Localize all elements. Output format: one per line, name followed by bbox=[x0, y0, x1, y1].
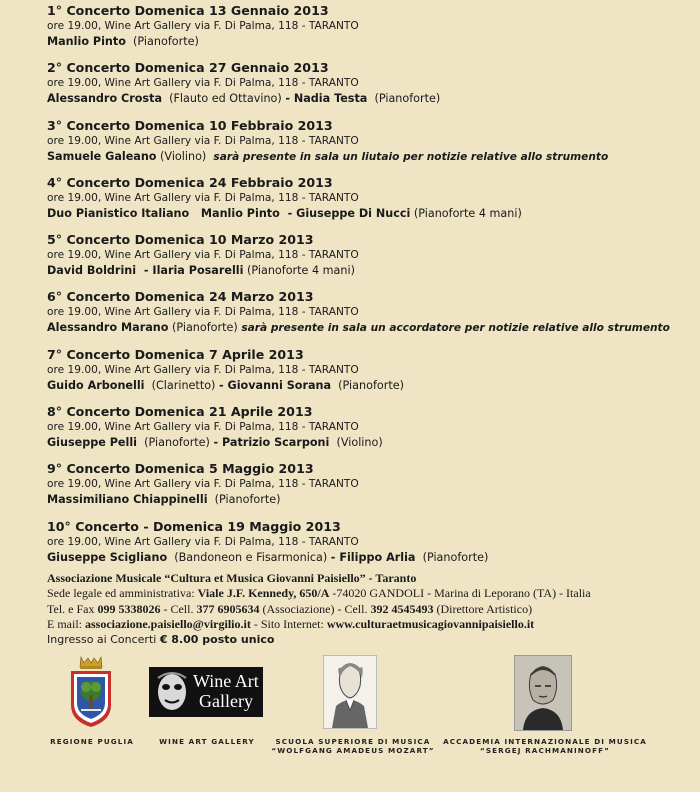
concert-performers bbox=[47, 550, 687, 566]
regione-puglia-caption: REGIONE PUGLIA bbox=[50, 737, 134, 746]
concert-entry bbox=[47, 460, 687, 517]
performer-name: David Boldrini - Ilaria Posarelli bbox=[47, 264, 244, 278]
concert-entry bbox=[47, 403, 687, 460]
website-link[interactable]: www.culturaetmusicagiovannipaisiello.it bbox=[326, 616, 535, 631]
concert-title: 6° Concerto Domenica 24 Marzo 2013 bbox=[47, 289, 314, 305]
concert-performers bbox=[47, 206, 687, 222]
concert-performers bbox=[47, 263, 687, 279]
instrument-label: (Pianoforte) bbox=[168, 321, 242, 335]
instrument-label: (Violino) bbox=[156, 149, 214, 163]
portrait-icon bbox=[515, 656, 571, 730]
instrument-label: (Pianoforte) bbox=[137, 436, 214, 450]
instrument-label: (Pianoforte 4 mani) bbox=[410, 206, 522, 220]
email-link[interactable]: associazione.paisiello@virgilio.it bbox=[85, 616, 251, 631]
performer-name: Duo Pianistico Italiano Manlio Pinto - Giuseppe Di Nucci bbox=[47, 206, 411, 220]
concert-venue: ore 19.00, Wine Art Gallery via F. Di Palma, 118 - TARANTO bbox=[47, 77, 359, 90]
concert-list bbox=[47, 2, 687, 575]
performer-name: - Nadia Testa bbox=[285, 92, 368, 106]
concert-venue: ore 19.00, Wine Art Gallery via F. Di Palma, 118 - TARANTO bbox=[47, 421, 359, 434]
performer-name: - Patrizio Scarponi bbox=[213, 436, 330, 450]
concert-venue: ore 19.00, Wine Art Gallery via F. Di Palma, 118 - TARANTO bbox=[47, 363, 359, 376]
performer-name: Samuele Galeano bbox=[47, 149, 157, 163]
concert-venue: ore 19.00, Wine Art Gallery via F. Di Palma, 118 - TARANTO bbox=[47, 306, 359, 319]
concert-title: 5° Concerto Domenica 10 Marzo 2013 bbox=[47, 232, 314, 248]
concert-title: 10° Concerto - Domenica 19 Maggio 2013 bbox=[47, 518, 341, 534]
performer-name: - Giovanni Sorana bbox=[218, 378, 332, 392]
performer-name: Alessandro Crosta bbox=[47, 92, 162, 106]
association-info bbox=[47, 571, 687, 647]
instrument-label: (Pianoforte) bbox=[331, 378, 404, 392]
concert-venue: ore 19.00, Wine Art Gallery via F. Di Palma, 118 - TARANTO bbox=[47, 20, 359, 32]
concert-entry bbox=[47, 117, 687, 174]
association-phone: Tel. e Fax 099 5338026 - Cell. 377 6905634 (Associazione) - Cell. 392 4545493 (Direttore Artistico) bbox=[47, 601, 533, 616]
concert-venue: ore 19.00, Wine Art Gallery via F. Di Palma, 118 - TARANTO bbox=[47, 478, 359, 491]
concert-title: 4° Concerto Domenica 24 Febbraio 2013 bbox=[47, 174, 333, 190]
instrument-label: (Pianoforte) bbox=[415, 550, 489, 564]
rachmaninoff-portrait bbox=[514, 655, 572, 731]
performer-name: Manlio Pinto bbox=[47, 35, 126, 48]
wine-art-gallery-logo bbox=[149, 667, 263, 717]
concert-performers bbox=[47, 34, 687, 50]
concert-entry bbox=[47, 346, 687, 403]
concert-title: 8° Concerto Domenica 21 Aprile 2013 bbox=[47, 404, 313, 420]
concert-entry bbox=[47, 288, 687, 345]
gallery-logo-line2: Gallery bbox=[199, 691, 253, 711]
instrument-label: (Violino) bbox=[329, 436, 383, 450]
concert-title: 3° Concerto Domenica 10 Febbraio 2013 bbox=[47, 117, 333, 133]
association-name: Associazione Musicale “Cultura et Musica Giovanni Paisiello” - Taranto bbox=[47, 571, 417, 585]
concert-entry bbox=[47, 231, 687, 288]
instrument-label: (Bandoneon e Fisarmonica) bbox=[167, 550, 331, 564]
regione-puglia-logo bbox=[69, 655, 113, 733]
performer-name: Guido Arbonelli bbox=[47, 378, 145, 392]
rachmaninoff-caption: ACCADEMIA INTERNAZIONALE DI MUSICA “SERGEJ RACHMANINOFF” bbox=[443, 737, 647, 755]
concert-performers bbox=[47, 149, 687, 165]
instrument-label: (Pianoforte) bbox=[367, 92, 441, 106]
concert-performers bbox=[47, 320, 687, 336]
concert-entry bbox=[47, 518, 687, 575]
mozart-portrait bbox=[323, 655, 377, 729]
concert-venue: ore 19.00, Wine Art Gallery via F. Di Palma, 118 - TARANTO bbox=[47, 191, 359, 204]
association-address: Sede legale ed amministrativa: Viale J.F. Kennedy, 650/A -74020 GANDOLI - Marina di Leporano (TA) - Italia bbox=[47, 586, 591, 601]
concert-title: 7° Concerto Domenica 7 Aprile 2013 bbox=[47, 346, 304, 362]
concert-title: 9° Concerto Domenica 5 Maggio 2013 bbox=[47, 461, 314, 477]
concert-note: sarà presente in sala un accordatore per notizie relative allo strumento bbox=[241, 322, 670, 335]
portrait-icon bbox=[324, 656, 376, 728]
concert-venue: ore 19.00, Wine Art Gallery via F. Di Palma, 118 - TARANTO bbox=[47, 535, 359, 548]
instrument-label: (Pianoforte 4 mani) bbox=[243, 264, 355, 278]
instrument-label: (Pianoforte) bbox=[207, 493, 281, 507]
concert-performers bbox=[47, 492, 687, 508]
concert-performers bbox=[47, 91, 687, 107]
concert-performers bbox=[47, 378, 687, 394]
crest-icon bbox=[69, 655, 113, 729]
performer-name: Giuseppe Scigliano bbox=[47, 550, 168, 564]
performer-name: Alessandro Marano bbox=[47, 321, 169, 335]
concert-note: sarà presente in sala un liutaio per notizie relative allo strumento bbox=[213, 150, 609, 163]
performer-name: Massimiliano Chiappinelli bbox=[47, 493, 208, 507]
performer-name: Giuseppe Pelli bbox=[47, 436, 138, 450]
concert-performers bbox=[47, 435, 687, 451]
concert-venue: ore 19.00, Wine Art Gallery via F. Di Palma, 118 - TARANTO bbox=[47, 249, 359, 262]
mask-icon bbox=[152, 670, 192, 714]
performer-name: - Filippo Arlia bbox=[330, 550, 416, 564]
association-contacts: E mail: associazione.paisiello@virgilio.it - Sito Internet: www.culturaetmusicagiovannipaisiello.it bbox=[47, 616, 535, 631]
concert-entry bbox=[47, 2, 687, 59]
concert-entry bbox=[47, 174, 687, 231]
concert-title: 1° Concerto Domenica 13 Gennaio 2013 bbox=[47, 3, 329, 18]
concert-entry bbox=[47, 59, 687, 116]
wine-art-gallery-caption: WINE ART GALLERY bbox=[159, 737, 255, 746]
concert-title: 2° Concerto Domenica 27 Gennaio 2013 bbox=[47, 60, 329, 76]
concert-venue: ore 19.00, Wine Art Gallery via F. Di Palma, 118 - TARANTO bbox=[47, 134, 359, 147]
gallery-logo-line1: Wine Art bbox=[193, 671, 259, 691]
instrument-label: (Flauto ed Ottavino) bbox=[162, 92, 286, 106]
instrument-label: (Clarinetto) bbox=[144, 378, 219, 392]
ticket-price: Ingresso ai Concerti € 8.00 posto unico bbox=[47, 633, 275, 647]
mozart-caption: SCUOLA SUPERIORE DI MUSICA “WOLFGANG AMADEUS MOZART” bbox=[271, 737, 435, 755]
instrument-label: (Pianoforte) bbox=[125, 35, 199, 48]
